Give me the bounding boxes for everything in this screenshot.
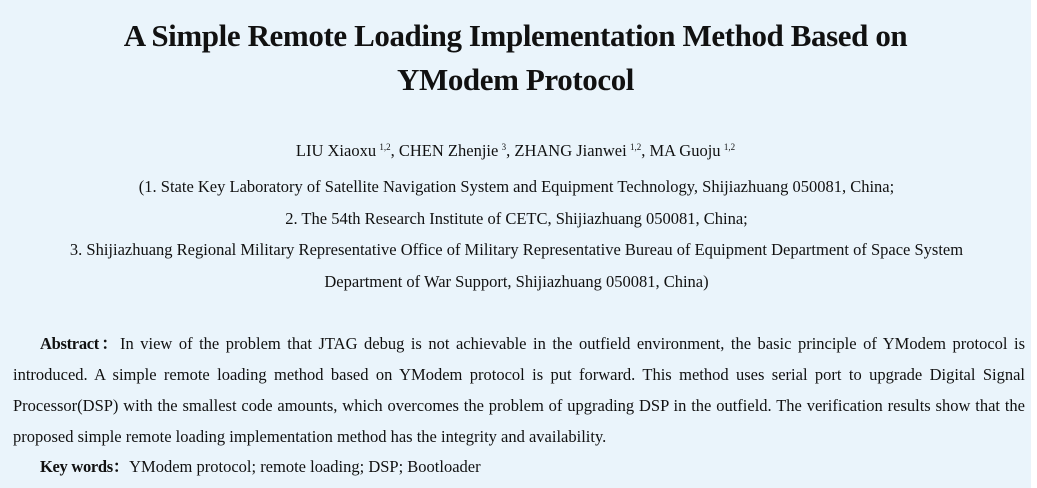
author-affiliation-mark: 1,2 (379, 142, 391, 152)
keywords-text: YModem protocol; remote loading; DSP; Bootloader (129, 457, 481, 476)
paper-title (0, 14, 1031, 102)
author-name: LIU Xiaoxu (295, 141, 377, 160)
keywords-line (40, 451, 1025, 482)
author-affiliation-mark: 3 (501, 142, 507, 152)
paper-title-line-1: A Simple Remote Loading Implementation Method Based on (123, 18, 908, 53)
author (296, 141, 399, 160)
abstract-label: Abstract： (40, 334, 120, 353)
author-list (0, 140, 1031, 162)
affiliation-line: (1. State Key Laboratory of Satellite Navigation System and Equipment Technology, Shijiazhuang 050081, China; (138, 177, 895, 196)
author-name: ZHANG Jianwei (514, 141, 627, 160)
author-affiliation-mark: 1,2 (629, 142, 642, 152)
affiliation-list (8, 171, 1025, 297)
author (399, 141, 515, 160)
author (514, 141, 649, 160)
abstract-paragraph (13, 328, 1025, 452)
affiliation-line: 2. The 54th Research Institute of CETC, Shijiazhuang 050081, China; (285, 208, 748, 228)
affiliation-line: 3. Shijiazhuang Regional Military Representative Office of Military Representative Bureau of Equipment Department of Space System (69, 240, 964, 259)
author-separator: , (390, 141, 399, 160)
author-separator: , (641, 141, 650, 160)
abstract-text: In view of the problem that JTAG debug is not achievable in the outfield environment, the basic principle of YModem protocol is introduced. A simple remote loading method based on YModem protocol is put forward. This method uses serial port to upgrade Digital Signal Processor(DSP) with the smallest code amounts, which overcomes the problem of upgrading DSP in the outfield. The verification results show that the proposed simple remote loading implementation method has the integrity and availability. (13, 334, 1025, 446)
affiliation-line: Department of War Support, Shijiazhuang 050081, China) (324, 271, 709, 291)
author (649, 141, 735, 160)
author-name: MA Guoju (649, 141, 721, 160)
author-name: CHEN Zhenjie (398, 141, 499, 160)
paper-title-line-2: YModem Protocol (396, 62, 635, 97)
author-separator: , (506, 141, 515, 160)
keywords-label: Key words： (40, 457, 130, 476)
author-affiliation-mark: 1,2 (723, 142, 736, 152)
